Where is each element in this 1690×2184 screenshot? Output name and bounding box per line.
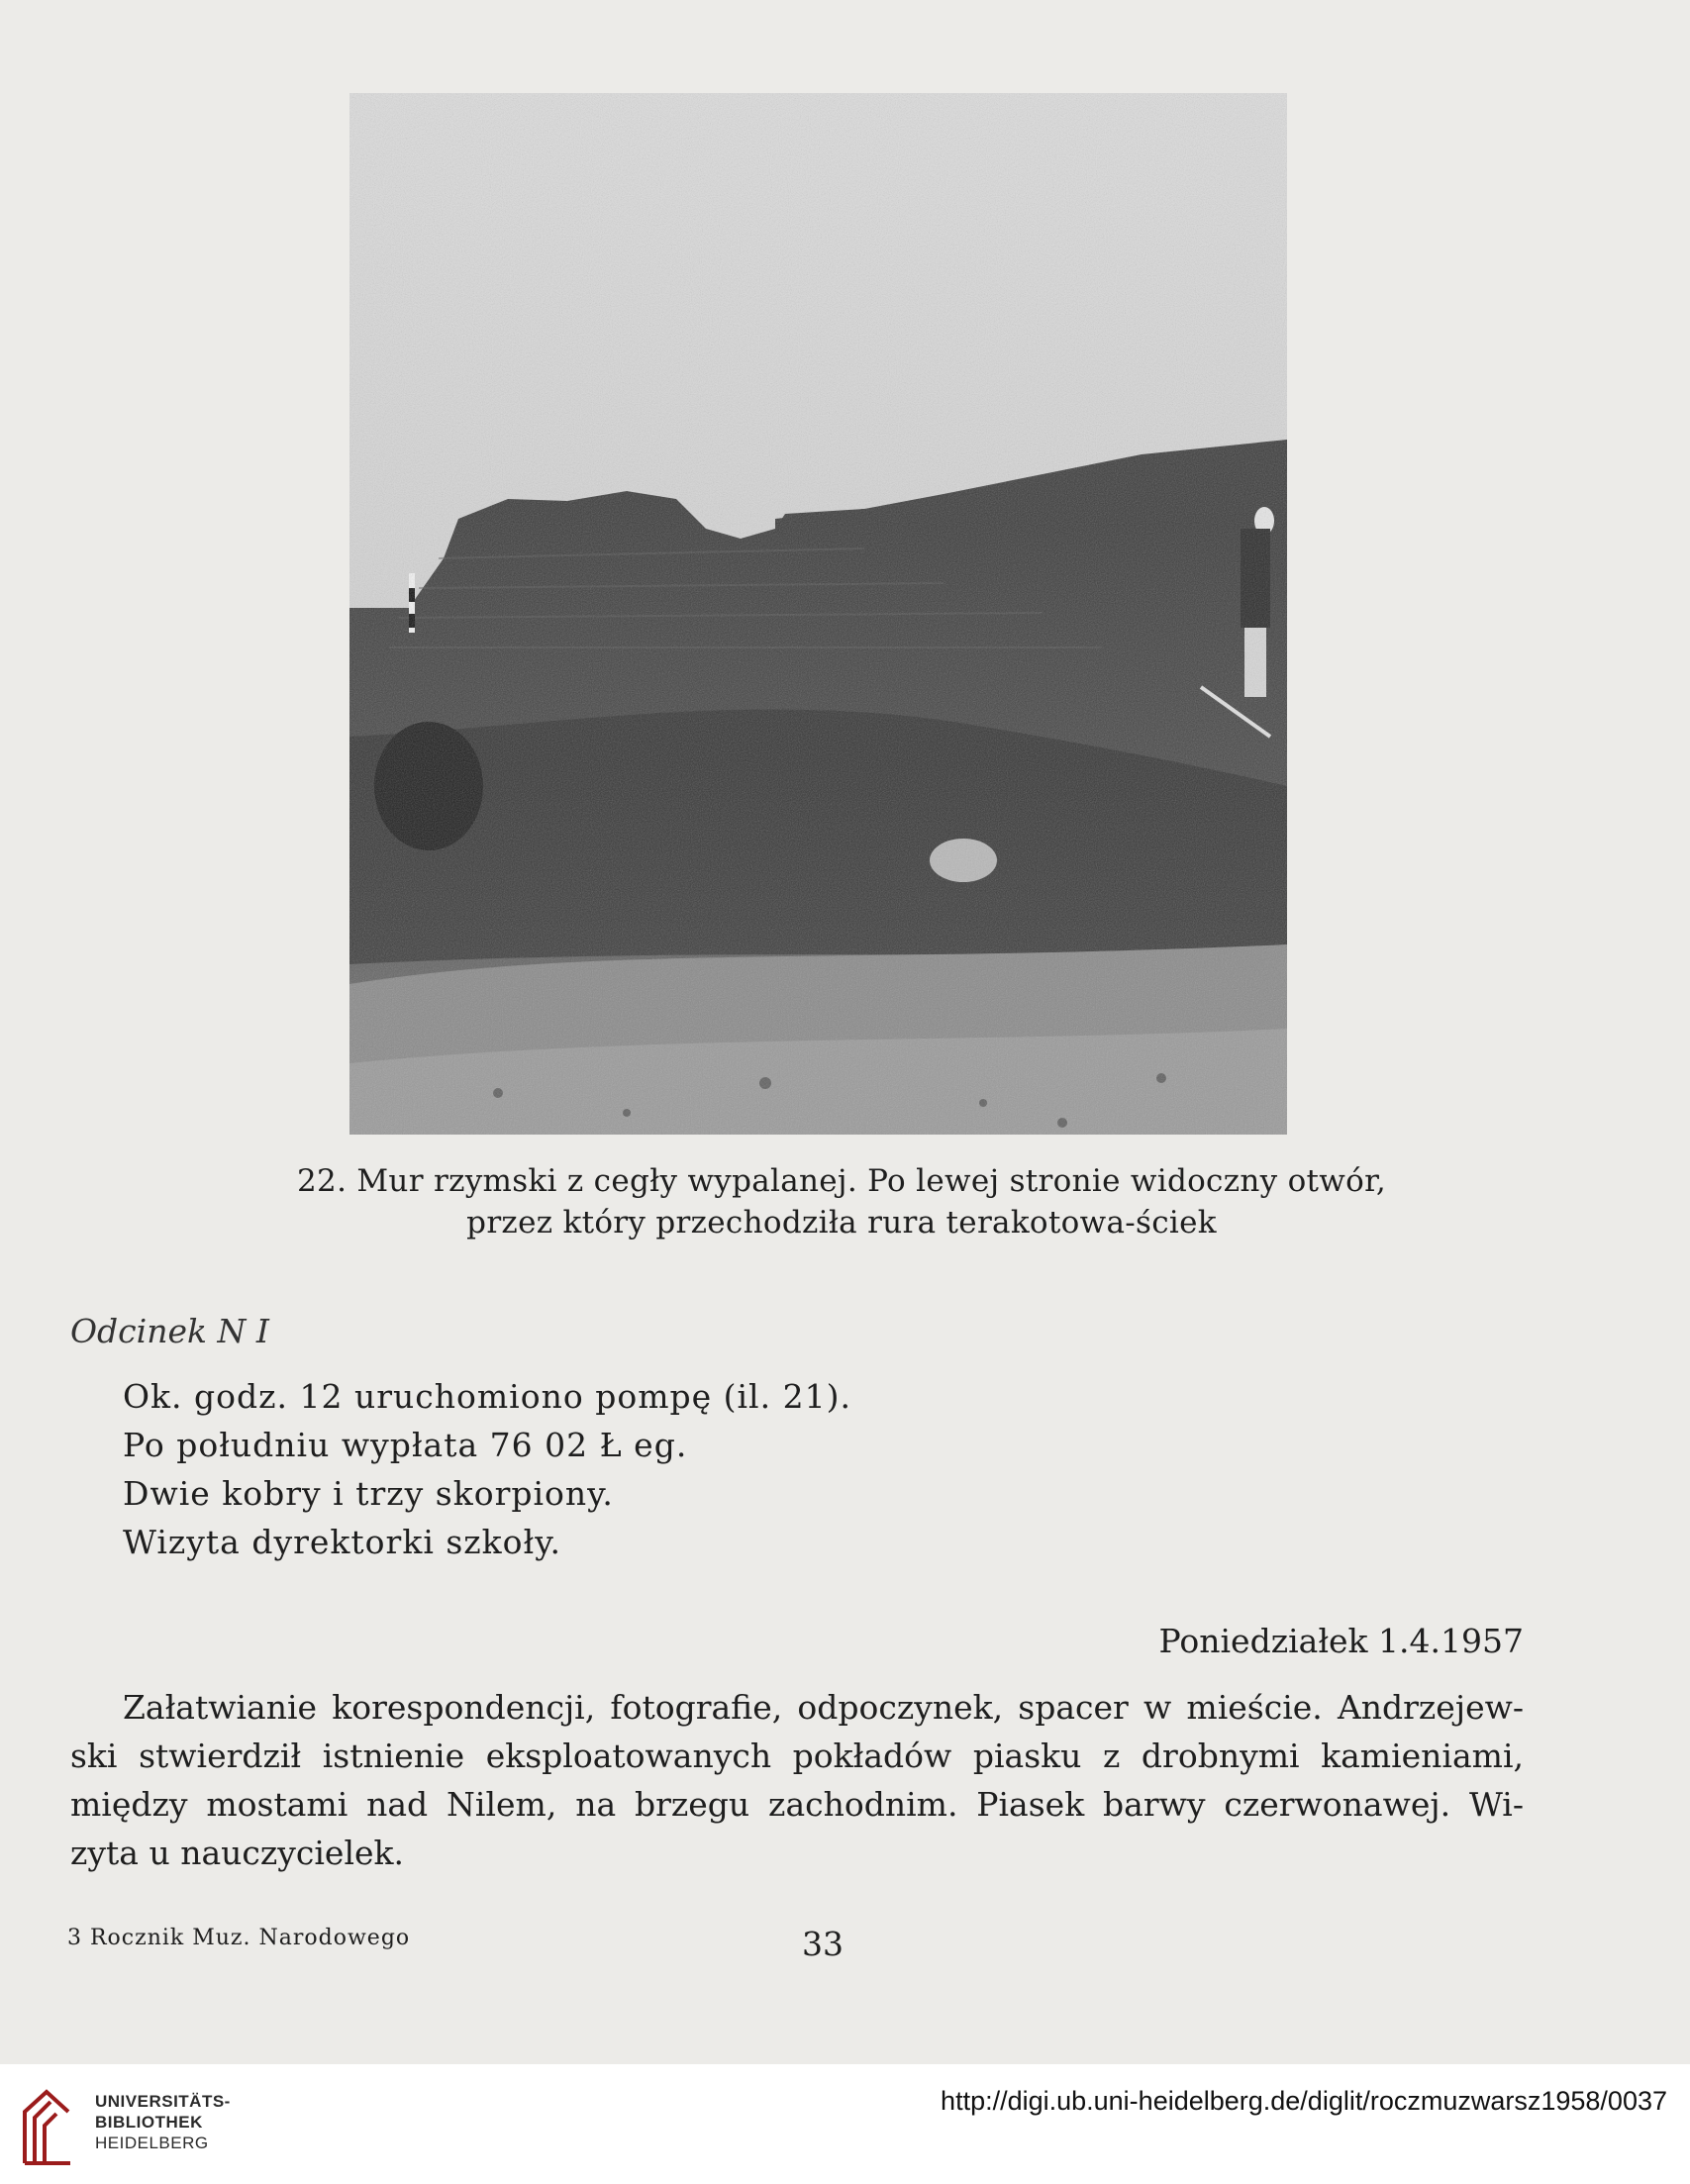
section-heading: Odcinek N I (70, 1312, 269, 1350)
university-library-logo-icon (17, 2082, 78, 2171)
figure-caption-line-1: 22. Mur rzymski z cegły wypalanej. Po lewej stronie widoczny otwór, (297, 1163, 1386, 1199)
page-number: 33 (802, 1925, 844, 1963)
library-name-line-1: UNIVERSITÄTS- (95, 2092, 231, 2111)
paragraph-line: ski stwierdził istnienie eksploatowanych pokładów piasku z drobnymi kamieniami, (70, 1737, 1524, 1775)
excavation-photo (349, 93, 1287, 1135)
entry-line: Wizyta dyrektorki szkoły. (123, 1523, 561, 1561)
footer-signature: 3 Rocznik Muz. Narodowego (67, 1926, 411, 1950)
paragraph-line: zyta u nauczycielek. (70, 1834, 405, 1872)
library-name-line-3: HEIDELBERG (95, 2134, 209, 2152)
paragraph-line: Załatwianie korespondencji, fotografie, odpoczynek, spacer w mieście. Andrzejew- (123, 1688, 1524, 1727)
library-footer-bar (0, 2064, 1690, 2184)
entry-line: Ok. godz. 12 uruchomiono pompę (il. 21). (123, 1377, 851, 1416)
library-name-line-2: BIBLIOTHEK (95, 2113, 203, 2132)
figure-caption-line-2: przez który przechodziła rura terakotowa-ściek (466, 1205, 1217, 1241)
source-url-link[interactable]: http://digi.ub.uni-heidelberg.de/diglit/roczmuzwarsz1958/0037 (941, 2086, 1667, 2116)
entry-line: Dwie kobry i trzy skorpiony. (123, 1474, 614, 1513)
entry-line: Po południu wypłata 76 02 Ł eg. (123, 1426, 688, 1464)
paragraph-line: między mostami nad Nilem, na brzegu zachodnim. Piasek barwy czerwonawej. Wi- (70, 1785, 1524, 1824)
diary-date: Poniedziałek 1.4.1957 (1158, 1622, 1524, 1660)
